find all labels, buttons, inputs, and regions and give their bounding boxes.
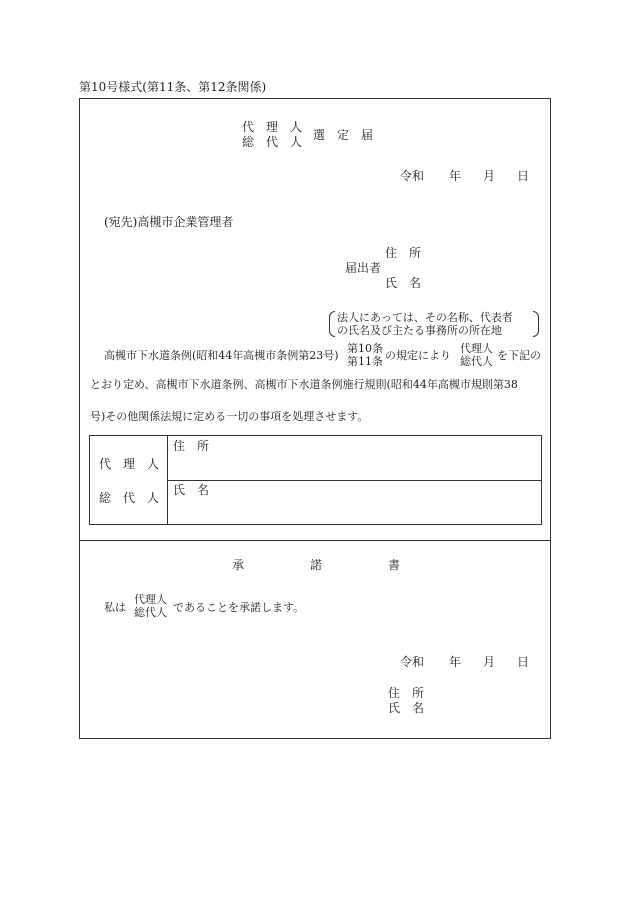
title-suffix: 選 定 届: [313, 128, 374, 142]
consent-date-month: 月: [483, 655, 496, 669]
consent-date-era: 令和: [400, 655, 425, 669]
title-options: [242, 120, 302, 150]
consent-heading-2: 諾: [310, 558, 323, 572]
representative-table: [89, 435, 542, 525]
body-articles: [347, 342, 383, 368]
consent-role-2: 総代人: [134, 606, 167, 619]
date-month: 月: [483, 169, 496, 183]
body-part-1: 高槻市下水道条例(昭和44年高槻市条例第23号): [104, 349, 339, 362]
consent-role-1: 代理人: [134, 593, 167, 606]
consent-heading-3: 書: [388, 558, 401, 572]
body-article-2: 第11条: [347, 355, 383, 368]
consent-date-day: 日: [517, 655, 530, 669]
body-part-2: の規定により: [385, 349, 451, 362]
consent-prefix: 私は: [104, 601, 126, 614]
submitter-address-label: 住 所: [385, 246, 422, 260]
table-row-label-agent: 代 理 人: [99, 457, 160, 471]
title-option-representative: 総 代 人: [242, 135, 303, 149]
body-line-2: とおり定め、高槻市下水道条例、高槻市下水道条例施行規則(昭和44年高槻市規則第38: [90, 378, 518, 391]
title-option-agent: 代 理 人: [242, 120, 303, 134]
consent-heading-1: 承: [232, 558, 245, 572]
left-bracket-icon: [329, 311, 335, 337]
body-article-1: 第10条: [347, 342, 383, 355]
body-part-3: を下記の: [497, 349, 541, 362]
corporate-note-line-1: 法人にあっては、その名称、代表者: [337, 311, 513, 324]
table-address-label: 住 所: [173, 439, 210, 453]
submitter-name-label: 氏 名: [385, 276, 422, 290]
body-line-3: 号)その他関係法規に定める一切の事項を処理させます。: [90, 410, 369, 423]
body-role-1: 代理人: [460, 342, 493, 355]
body-roles: [460, 342, 493, 368]
section-divider: [79, 540, 551, 541]
consent-roles: [134, 593, 167, 619]
right-bracket-icon: [533, 311, 539, 337]
consent-suffix: であることを承諾します。: [173, 601, 305, 614]
corporate-note-line-2: の氏名及び主たる事務所の所在地: [337, 324, 502, 337]
consent-date-year: 年: [449, 655, 462, 669]
date-day: 日: [517, 169, 530, 183]
table-divider-horizontal: [167, 480, 541, 481]
addressee: (宛先)高槻市企業管理者: [104, 215, 234, 229]
submitter-label: 届出者: [345, 261, 382, 275]
consent-address-label: 住 所: [388, 686, 425, 700]
table-name-label: 氏 名: [173, 483, 210, 497]
body-role-2: 総代人: [460, 355, 493, 368]
form-number: 第10号様式(第11条、第12条関係): [79, 80, 267, 94]
date-year: 年: [449, 169, 462, 183]
table-row-label-representative: 総 代 人: [99, 491, 160, 505]
corporate-note: [337, 311, 513, 337]
date-era: 令和: [400, 169, 425, 183]
consent-name-label: 氏 名: [388, 701, 425, 715]
